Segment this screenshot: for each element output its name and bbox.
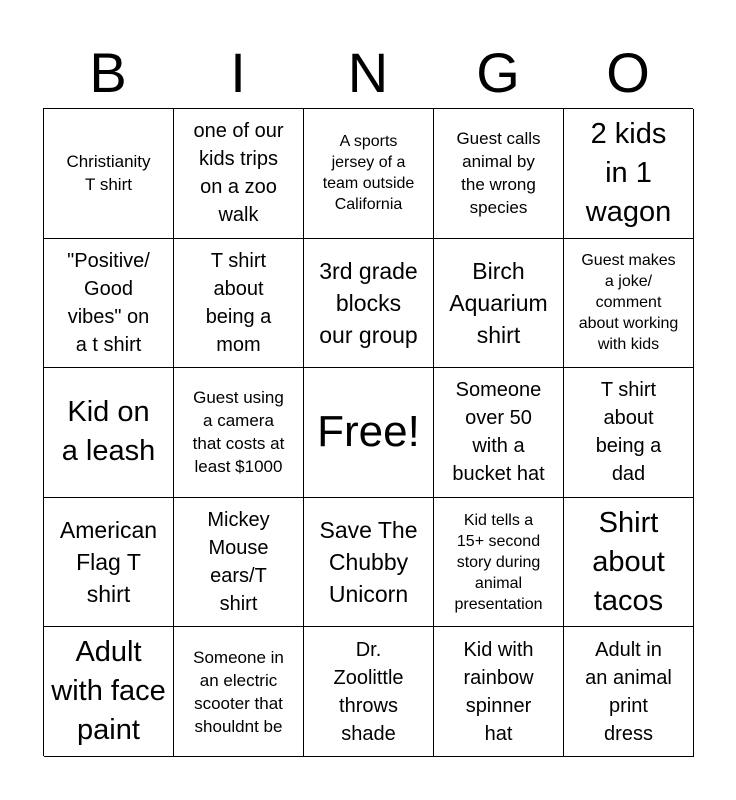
bingo-cell[interactable] [44, 498, 174, 628]
bingo-grid [43, 108, 693, 756]
free-space-text: Free! [317, 407, 420, 457]
cell-text: Adult with face paint [51, 636, 166, 747]
cell-text: Guest calls animal by the wrong species [456, 129, 541, 218]
cell-text: Someone over 50 with a bucket hat [452, 379, 545, 486]
cell-text: Birch Aquarium shirt [449, 257, 548, 348]
cell-text: one of our kids trips on a zoo walk [193, 120, 284, 227]
bingo-cell[interactable] [304, 239, 434, 369]
header-letter-g: G [476, 41, 520, 104]
bingo-cell[interactable] [564, 109, 694, 239]
cell-text: T shirt about being a dad [595, 379, 662, 486]
bingo-cell[interactable] [174, 627, 304, 757]
cell-text: Shirt about tacos [592, 506, 665, 617]
header-letter-b: B [89, 41, 127, 104]
cell-text: "Positive/ Good vibes" on a t shirt [67, 249, 150, 356]
bingo-cell[interactable] [44, 239, 174, 369]
bingo-cell[interactable] [564, 368, 694, 498]
cell-text: Christianity T shirt [66, 152, 151, 195]
bingo-cell[interactable] [44, 368, 174, 498]
cell-text: A sports jersey of a team outside California [322, 133, 415, 214]
header-letter-n: N [347, 41, 389, 104]
bingo-cell[interactable] [174, 368, 304, 498]
bingo-cell[interactable] [44, 109, 174, 239]
bingo-cell[interactable] [174, 109, 304, 239]
bingo-cell[interactable] [564, 498, 694, 628]
bingo-cell[interactable] [174, 498, 304, 628]
header-letter-o: O [606, 41, 650, 104]
cell-text: Guest using a camera that costs at least $1000 [192, 388, 285, 477]
cell-text: Kid on a leash [61, 396, 156, 468]
bingo-cell[interactable] [304, 109, 434, 239]
bingo-cell[interactable] [174, 239, 304, 369]
bingo-cell[interactable] [564, 627, 694, 757]
bingo-cell[interactable] [434, 239, 564, 369]
bingo-cell[interactable] [304, 627, 434, 757]
bingo-cell[interactable] [564, 239, 694, 369]
bingo-cell[interactable] [434, 627, 564, 757]
bingo-header [43, 40, 693, 106]
cell-text: Kid with rainbow spinner hat [463, 638, 534, 745]
cell-text: Kid tells a 15+ second story during animal presentation [454, 511, 543, 613]
bingo-cell[interactable] [434, 498, 564, 628]
bingo-cell[interactable] [304, 498, 434, 628]
cell-text: 2 kids in 1 wagon [585, 117, 672, 228]
cell-text: T shirt about being a mom [205, 249, 272, 356]
cell-text: Mickey Mouse ears/T shirt [207, 509, 270, 616]
cell-text: Dr. Zoolittle throws shade [333, 638, 404, 745]
cell-text: Someone in an electric scooter that shouldnt be [193, 647, 284, 736]
bingo-cell[interactable] [44, 627, 174, 757]
cell-text: Adult in an animal print dress [585, 638, 672, 745]
cell-text: Guest makes a joke/ comment about working with kids [578, 252, 679, 354]
cell-text: American Flag T shirt [59, 517, 158, 608]
header-letter-i: I [230, 41, 246, 104]
free-space-cell[interactable] [304, 368, 434, 498]
bingo-cell[interactable] [434, 109, 564, 239]
cell-text: 3rd grade blocks our group [319, 257, 418, 348]
bingo-cell[interactable] [434, 368, 564, 498]
cell-text: Save The Chubby Unicorn [319, 517, 418, 608]
